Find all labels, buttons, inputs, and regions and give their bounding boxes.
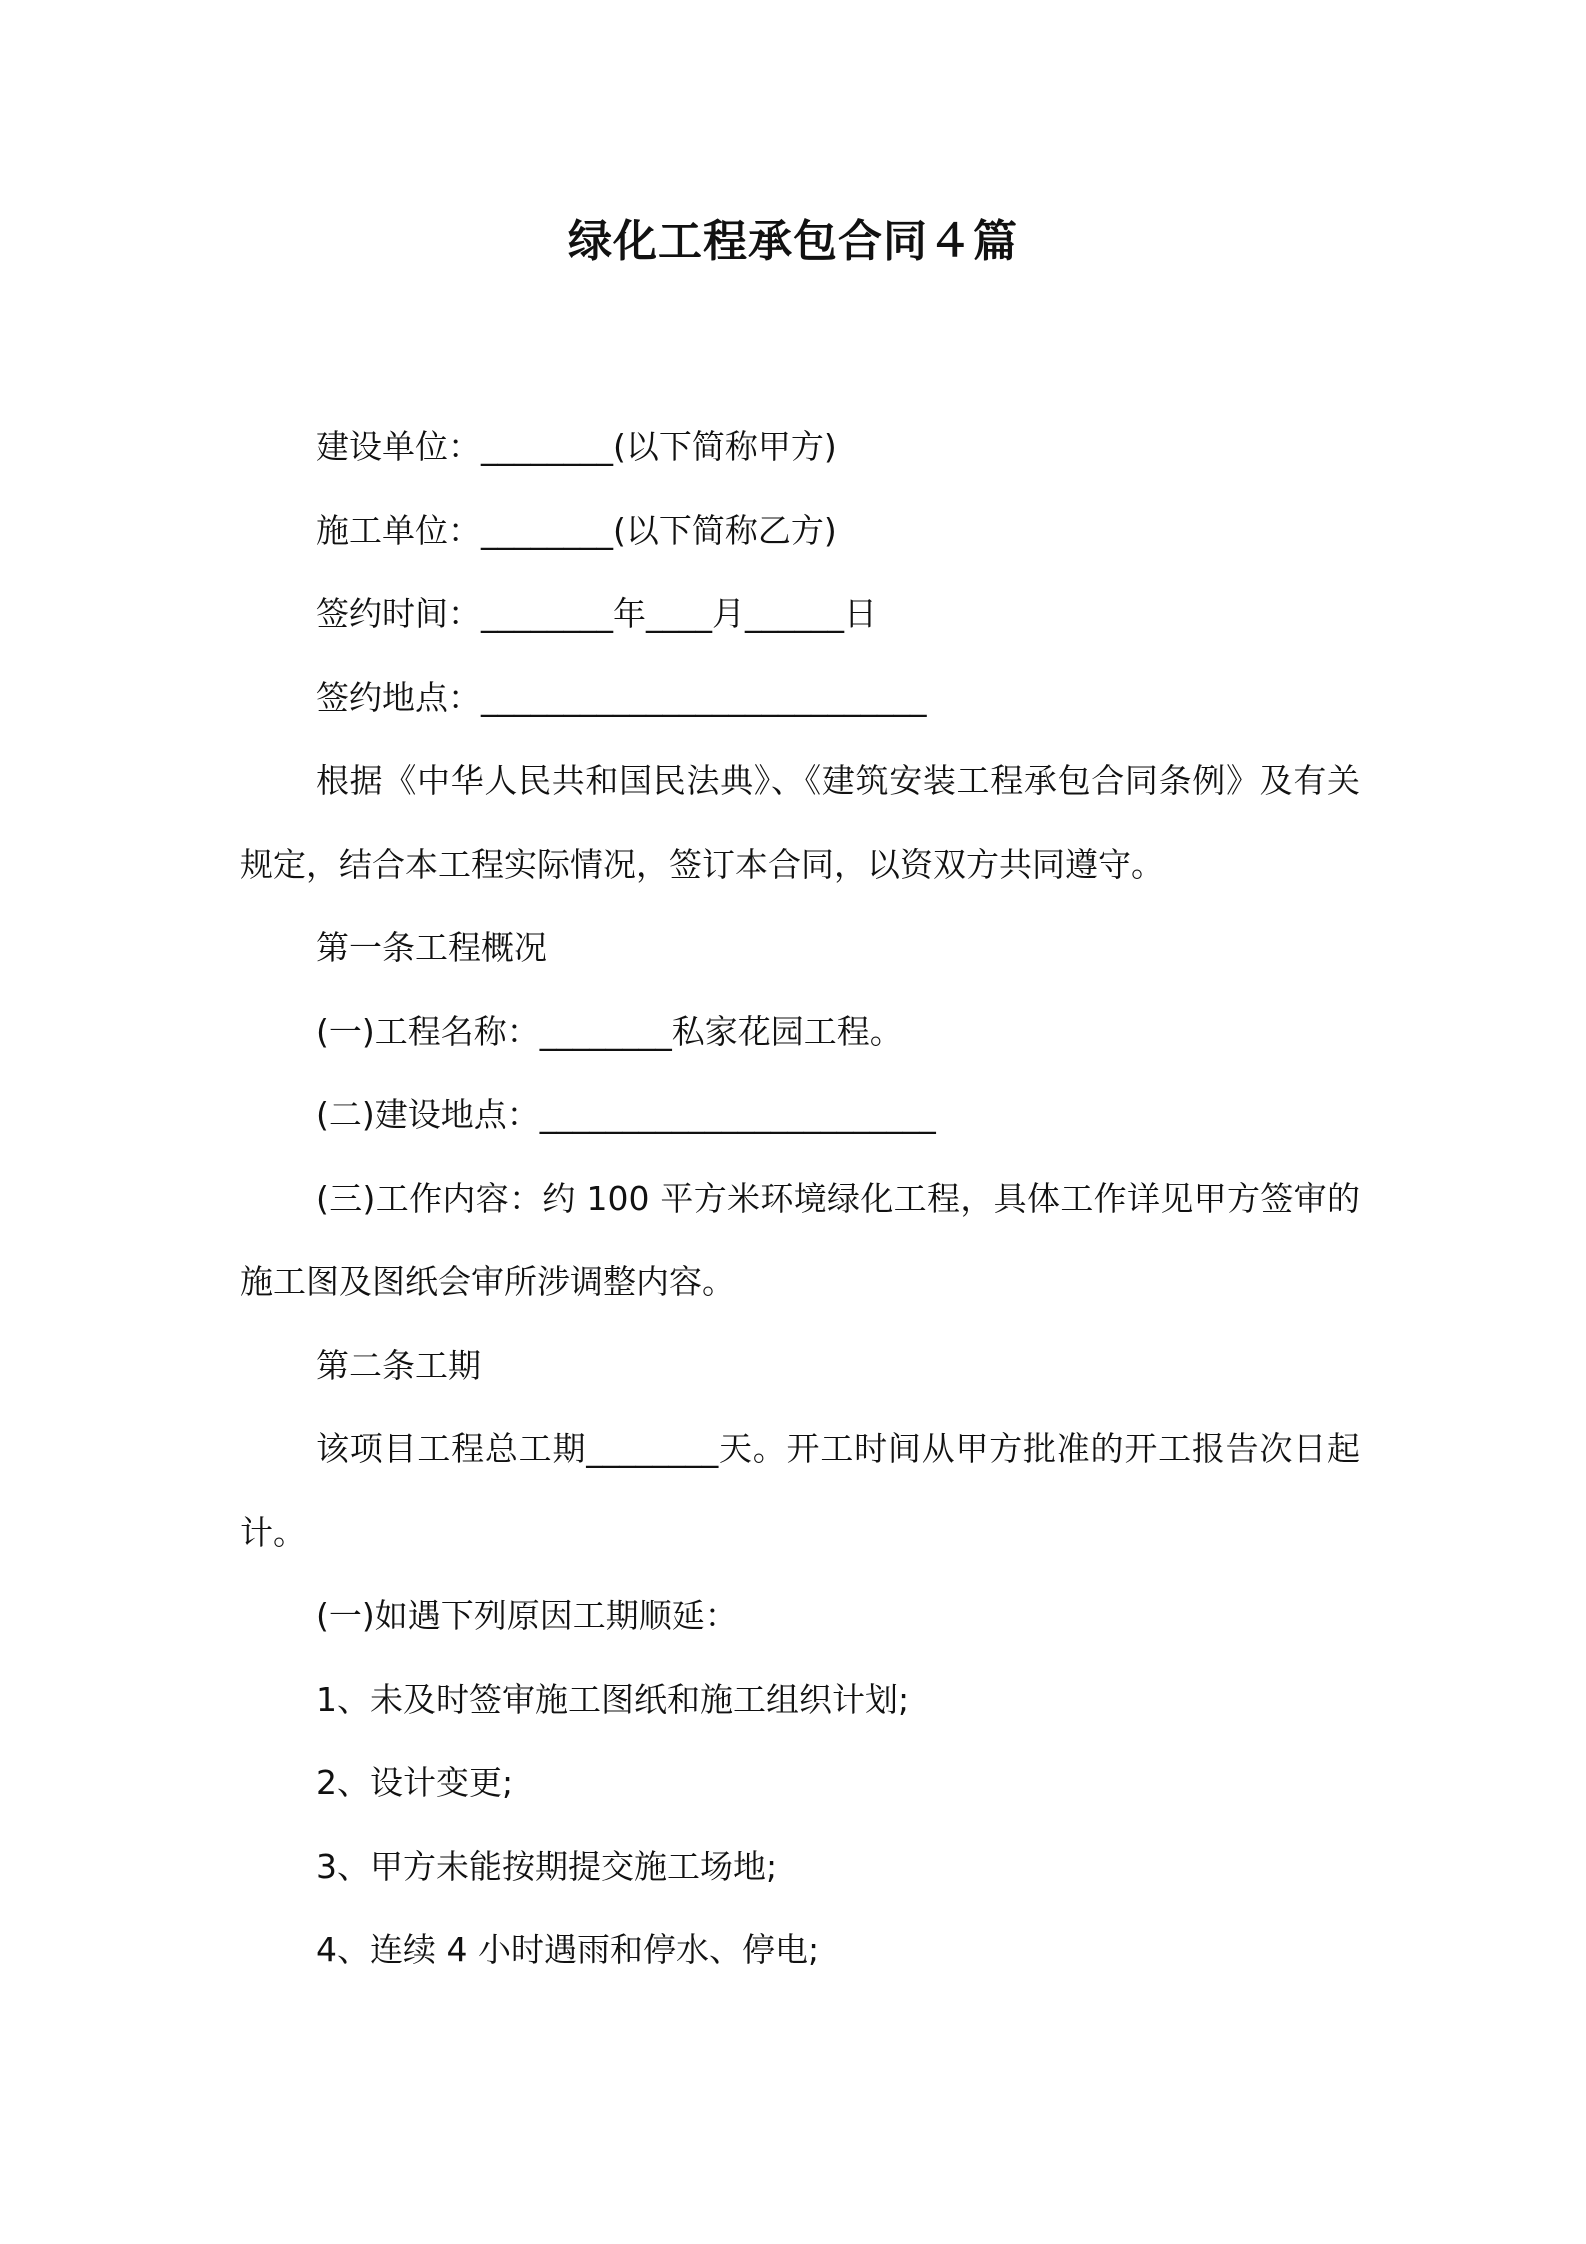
paragraph-contractor-unit: 施工单位：________(以下简称乙方) xyxy=(316,510,837,550)
heading-article-1: 第一条工程概况 xyxy=(316,928,547,967)
paragraph-preamble: 根据《中华人民共和国民法典》、《建筑安装工程承包合同条例》及有关规定，结合本工程实际情况，签订本合同，以资双方共同遵守。 xyxy=(240,761,1360,884)
paragraph-construction-unit: 建设单位：________(以下简称甲方) xyxy=(316,427,837,466)
paragraph-project-name: (一)工程名称：________私家花园工程。 xyxy=(316,1011,903,1051)
document-body xyxy=(240,405,1360,1992)
paragraph-signing-date: 签约时间：________年____月______日 xyxy=(316,594,877,633)
list-item-4: 4、连续 4 小时遇雨和停水、停电; xyxy=(316,1930,820,1969)
list-item-1: 1、未及时签审施工图纸和施工组织计划; xyxy=(316,1679,910,1719)
paragraph-duration: 该项目工程总工期________天。开工时间从甲方批准的开工报告次日起计。 xyxy=(240,1429,1360,1552)
heading-article-2: 第二条工期 xyxy=(316,1345,481,1385)
document-title: 绿化工程承包合同４篇 xyxy=(568,216,1018,267)
paragraph-work-content: (三)工作内容：约 100 平方米环境绿化工程，具体工作详见甲方签审的施工图及图纸会审所涉调整内容。 xyxy=(240,1178,1360,1301)
paragraph-signing-place: 签约地点：___________________________ xyxy=(316,677,927,717)
paragraph-project-location: (二)建设地点：________________________ xyxy=(316,1095,936,1134)
list-item-3: 3、甲方未能按期提交施工场地; xyxy=(316,1846,778,1886)
list-item-2: 2、设计变更; xyxy=(316,1763,514,1802)
paragraph-extension-intro: (一)如遇下列原因工期顺延： xyxy=(316,1596,738,1635)
